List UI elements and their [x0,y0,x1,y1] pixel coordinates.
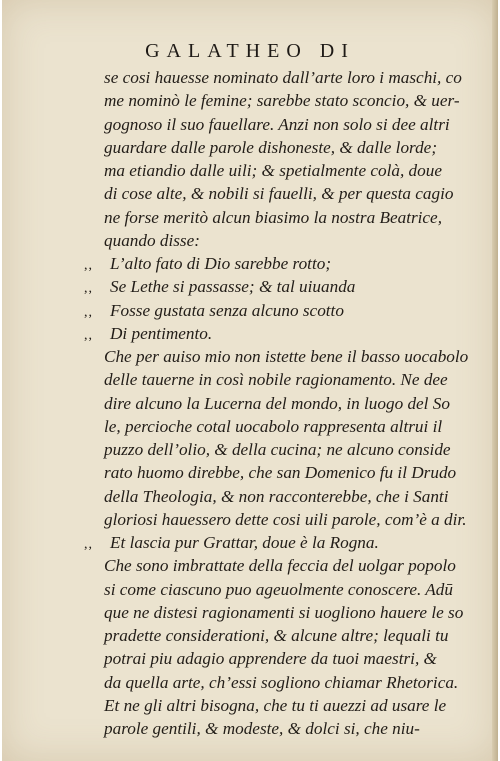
line-text: ma etiandio dalle uili; & spetialmente colà, doue [104,161,442,180]
text-line [104,345,474,368]
quotation-mark: ,, [84,258,93,273]
line-text: Che sono imbrattate della feccia del uolgar popolo [104,556,456,576]
line-text: Et lascia pur Grattar, doue è la Rogna. [110,533,379,552]
line-text: L’alto fato di Dio sarebbe rotto; [110,254,332,273]
line-text: gloriosi hauessero dette cosi uili parole, com’è a dir. [104,509,467,529]
text-line [104,601,474,624]
line-text: Se Lethe si passasse; & tal uiuanda [110,277,356,297]
line-text: della Theologia, & non racconterebbe, che i Santi [104,486,449,506]
text-line [104,113,474,136]
line-text: rato huomo direbbe, che san Domenico fu il Drudo [104,463,457,483]
line-text: que ne distesi ragionamenti si uogliono hauere le so [104,602,464,622]
text-line [104,717,474,740]
line-text: ne forse meritò alcun biasimo la nostra Beatrice, [104,207,442,227]
text-line [104,368,474,391]
line-text: potrai piu adagio apprendere da tuoi maestri, & [104,649,437,669]
text-line [104,392,474,415]
line-text: pradette considerationi, & alcune altre; lequali tu [104,626,449,645]
text-line [104,182,474,205]
text-line [104,461,474,484]
text-line [104,508,474,531]
text-line [104,624,474,647]
line-text: dire alcuno la Lucerna del mondo, in luogo del So [104,393,450,413]
text-line [104,647,474,670]
line-text: Di pentimento. [110,323,213,343]
line-text: parole gentili, & modeste, & dolci si, che niu- [104,719,420,738]
text-line [104,554,474,577]
quotation-mark: ,, [84,281,93,297]
text-line [104,206,474,229]
line-text: da quella arte, ch’essi sogliono chiamar Rhetorica. [104,672,459,692]
quotation-mark: ,, [84,537,93,552]
text-line [104,485,474,508]
page-spine-edge [492,0,498,761]
line-text: Che per auiso mio non istette bene il basso uocabolo [104,347,469,366]
text-line [104,89,474,112]
text-line [104,66,474,89]
text-line [84,531,474,554]
running-header: GALATHEO DI [145,40,355,62]
line-text: guardare dalle parole dishoneste, & dalle lorde; [104,137,438,157]
line-text: si come ciascuno puo ageuolmente conoscere. Adū [104,579,453,599]
text-line [84,252,474,275]
text-line [104,438,474,461]
text-line [84,299,474,322]
text-line [84,275,474,298]
quotation-mark: ,, [84,304,93,320]
line-text: delle tauerne in così nobile ragionamento. Ne dee [104,370,448,390]
text-line [84,322,474,345]
text-line [104,578,474,601]
text-line [104,229,474,252]
line-text: Fosse gustata senza alcuno scotto [110,300,344,320]
page-body-text [84,66,474,740]
line-text: di cose alte, & nobili si fauelli, & per questa cagio [104,184,454,204]
line-text: gognoso il suo fauellare. Anzi non solo si dee altri [104,114,450,134]
quotation-mark: ,, [84,327,93,343]
line-text: Et ne gli altri bisogna, che tu ti auezzi ad usare le [104,695,447,715]
line-text: puzzo dell’olio, & della cucina; ne alcuno conside [104,440,451,459]
book-page [2,0,498,761]
line-text: le, percioche cotal uocabolo rappresenta altrui il [104,416,443,436]
line-text: me nominò le femine; sarebbe stato sconcio, & uer- [104,91,460,111]
text-line [104,415,474,438]
text-line [104,694,474,717]
text-line [104,136,474,159]
text-line [104,159,474,182]
line-text: se cosi hauesse nominato dall’arte loro i maschi, co [104,68,462,87]
text-line [104,671,474,694]
line-text: quando disse: [104,230,200,250]
